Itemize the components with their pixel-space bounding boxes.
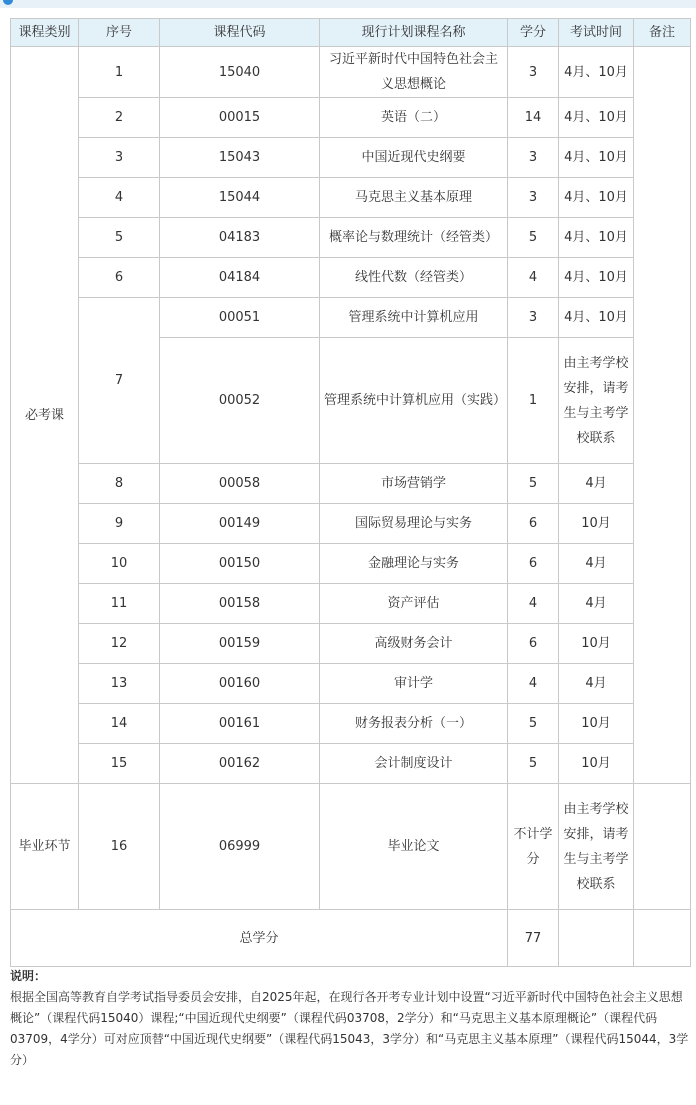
table-row (11, 544, 691, 584)
credit-cell: 5 (508, 218, 559, 258)
table-row (11, 47, 691, 98)
credit-cell: 5 (508, 704, 559, 744)
code-cell: 00162 (160, 744, 320, 784)
exam-time-cell: 由主考学校安排，请考生与主考学校联系 (559, 784, 634, 910)
header-code: 课程代码 (160, 19, 320, 47)
table-row (11, 504, 691, 544)
number-cell: 13 (79, 664, 160, 704)
exam-time-cell: 4月、10月 (559, 138, 634, 178)
exam-time-cell: 4月 (559, 584, 634, 624)
credit-cell: 6 (508, 504, 559, 544)
code-cell: 00159 (160, 624, 320, 664)
top-bar (0, 0, 696, 8)
table-row (11, 584, 691, 624)
credit-cell: 6 (508, 624, 559, 664)
exam-time-cell: 4月 (559, 464, 634, 504)
header-course-name: 现行计划课程名称 (320, 19, 508, 47)
number-cell: 8 (79, 464, 160, 504)
credit-cell: 4 (508, 258, 559, 298)
number-cell: 6 (79, 258, 160, 298)
credit-cell: 3 (508, 298, 559, 338)
number-cell: 11 (79, 584, 160, 624)
code-cell: 00160 (160, 664, 320, 704)
exam-time-cell: 10月 (559, 504, 634, 544)
course-name-cell: 线性代数（经管类） (320, 258, 508, 298)
table-row (11, 138, 691, 178)
number-cell: 3 (79, 138, 160, 178)
course-name-cell: 审计学 (320, 664, 508, 704)
table-row (11, 218, 691, 258)
total-credit: 77 (508, 910, 559, 967)
exam-time-cell: 4月、10月 (559, 258, 634, 298)
number-cell: 12 (79, 624, 160, 664)
code-cell: 00058 (160, 464, 320, 504)
category-cell: 必考课 (11, 47, 79, 784)
total-remark-cell (634, 910, 691, 967)
credit-cell: 不计学分 (508, 784, 559, 910)
number-cell: 2 (79, 98, 160, 138)
notes-section (10, 966, 692, 1071)
table-row (11, 98, 691, 138)
credit-cell: 1 (508, 338, 559, 464)
credit-cell: 14 (508, 98, 559, 138)
category-cell: 毕业环节 (11, 784, 79, 910)
code-cell: 00158 (160, 584, 320, 624)
table-row (11, 744, 691, 784)
table-row (11, 784, 691, 910)
remark-cell (634, 47, 691, 784)
exam-time-cell: 4月、10月 (559, 47, 634, 98)
exam-time-cell: 10月 (559, 744, 634, 784)
number-cell: 1 (79, 47, 160, 98)
total-row (11, 910, 691, 967)
exam-time-cell: 4月、10月 (559, 178, 634, 218)
credit-cell: 4 (508, 664, 559, 704)
table-row (11, 258, 691, 298)
exam-time-cell: 4月、10月 (559, 218, 634, 258)
course-name-cell: 金融理论与实务 (320, 544, 508, 584)
course-name-cell: 市场营销学 (320, 464, 508, 504)
course-name-cell: 马克思主义基本原理 (320, 178, 508, 218)
header-exam-time: 考试时间 (559, 19, 634, 47)
number-cell: 4 (79, 178, 160, 218)
course-name-cell: 管理系统中计算机应用 (320, 298, 508, 338)
exam-time-cell: 4月、10月 (559, 298, 634, 338)
code-cell: 00149 (160, 504, 320, 544)
info-icon (3, 0, 13, 5)
table-row (11, 624, 691, 664)
exam-time-cell: 10月 (559, 704, 634, 744)
code-cell: 00051 (160, 298, 320, 338)
total-exam-time-cell (559, 910, 634, 967)
credit-cell: 3 (508, 138, 559, 178)
course-name-cell: 资产评估 (320, 584, 508, 624)
credit-cell: 5 (508, 464, 559, 504)
notes-text: 根据全国高等教育自学考试指导委员会安排，自2025年起，在现行各开考专业计划中设置“习近平新时代中国特色社会主义思想概论”（课程代码15040）课程;“中国近现代史纲要”（课程代码03708，2学分）和“马克思主义基本原理概论”（课程代码03709，4学分）可对应顶替“中国近现代史纲要”（课程代码15043，3学分）和“马克思主义基本原理”（课程代码15044，3学分） (10, 990, 689, 1067)
table-row (11, 704, 691, 744)
header-remark: 备注 (634, 19, 691, 47)
table-row (11, 178, 691, 218)
course-name-cell: 财务报表分析（一） (320, 704, 508, 744)
table-row (11, 464, 691, 504)
number-cell: 5 (79, 218, 160, 258)
course-plan-table (10, 18, 691, 967)
exam-time-cell: 10月 (559, 624, 634, 664)
course-name-cell: 概率论与数理统计（经管类） (320, 218, 508, 258)
code-cell: 15040 (160, 47, 320, 98)
course-name-cell: 英语（二） (320, 98, 508, 138)
header-category: 课程类别 (11, 19, 79, 47)
number-cell: 10 (79, 544, 160, 584)
course-name-cell: 高级财务会计 (320, 624, 508, 664)
course-name-cell: 中国近现代史纲要 (320, 138, 508, 178)
number-cell: 9 (79, 504, 160, 544)
exam-time-cell: 4月 (559, 544, 634, 584)
exam-time-cell: 由主考学校安排，请考生与主考学校联系 (559, 338, 634, 464)
total-label: 总学分 (11, 910, 508, 967)
course-name-cell: 习近平新时代中国特色社会主义思想概论 (320, 47, 508, 98)
table-row (11, 664, 691, 704)
course-name-cell: 会计制度设计 (320, 744, 508, 784)
header-row (11, 19, 691, 47)
code-cell: 04183 (160, 218, 320, 258)
number-cell: 14 (79, 704, 160, 744)
exam-time-cell: 4月、10月 (559, 98, 634, 138)
header-number: 序号 (79, 19, 160, 47)
credit-cell: 6 (508, 544, 559, 584)
header-credit: 学分 (508, 19, 559, 47)
notes-title: 说明： (10, 969, 47, 983)
remark-cell (634, 784, 691, 910)
code-cell: 00052 (160, 338, 320, 464)
credit-cell: 3 (508, 178, 559, 218)
number-cell: 7 (79, 298, 160, 464)
credit-cell: 5 (508, 744, 559, 784)
course-name-cell: 管理系统中计算机应用（实践） (320, 338, 508, 464)
code-cell: 15044 (160, 178, 320, 218)
code-cell: 00015 (160, 98, 320, 138)
credit-cell: 4 (508, 584, 559, 624)
course-name-cell: 毕业论文 (320, 784, 508, 910)
code-cell: 04184 (160, 258, 320, 298)
code-cell: 15043 (160, 138, 320, 178)
table-row (11, 298, 691, 338)
credit-cell: 3 (508, 47, 559, 98)
code-cell: 06999 (160, 784, 320, 910)
number-cell: 15 (79, 744, 160, 784)
code-cell: 00161 (160, 704, 320, 744)
course-name-cell: 国际贸易理论与实务 (320, 504, 508, 544)
exam-time-cell: 4月 (559, 664, 634, 704)
number-cell: 16 (79, 784, 160, 910)
code-cell: 00150 (160, 544, 320, 584)
